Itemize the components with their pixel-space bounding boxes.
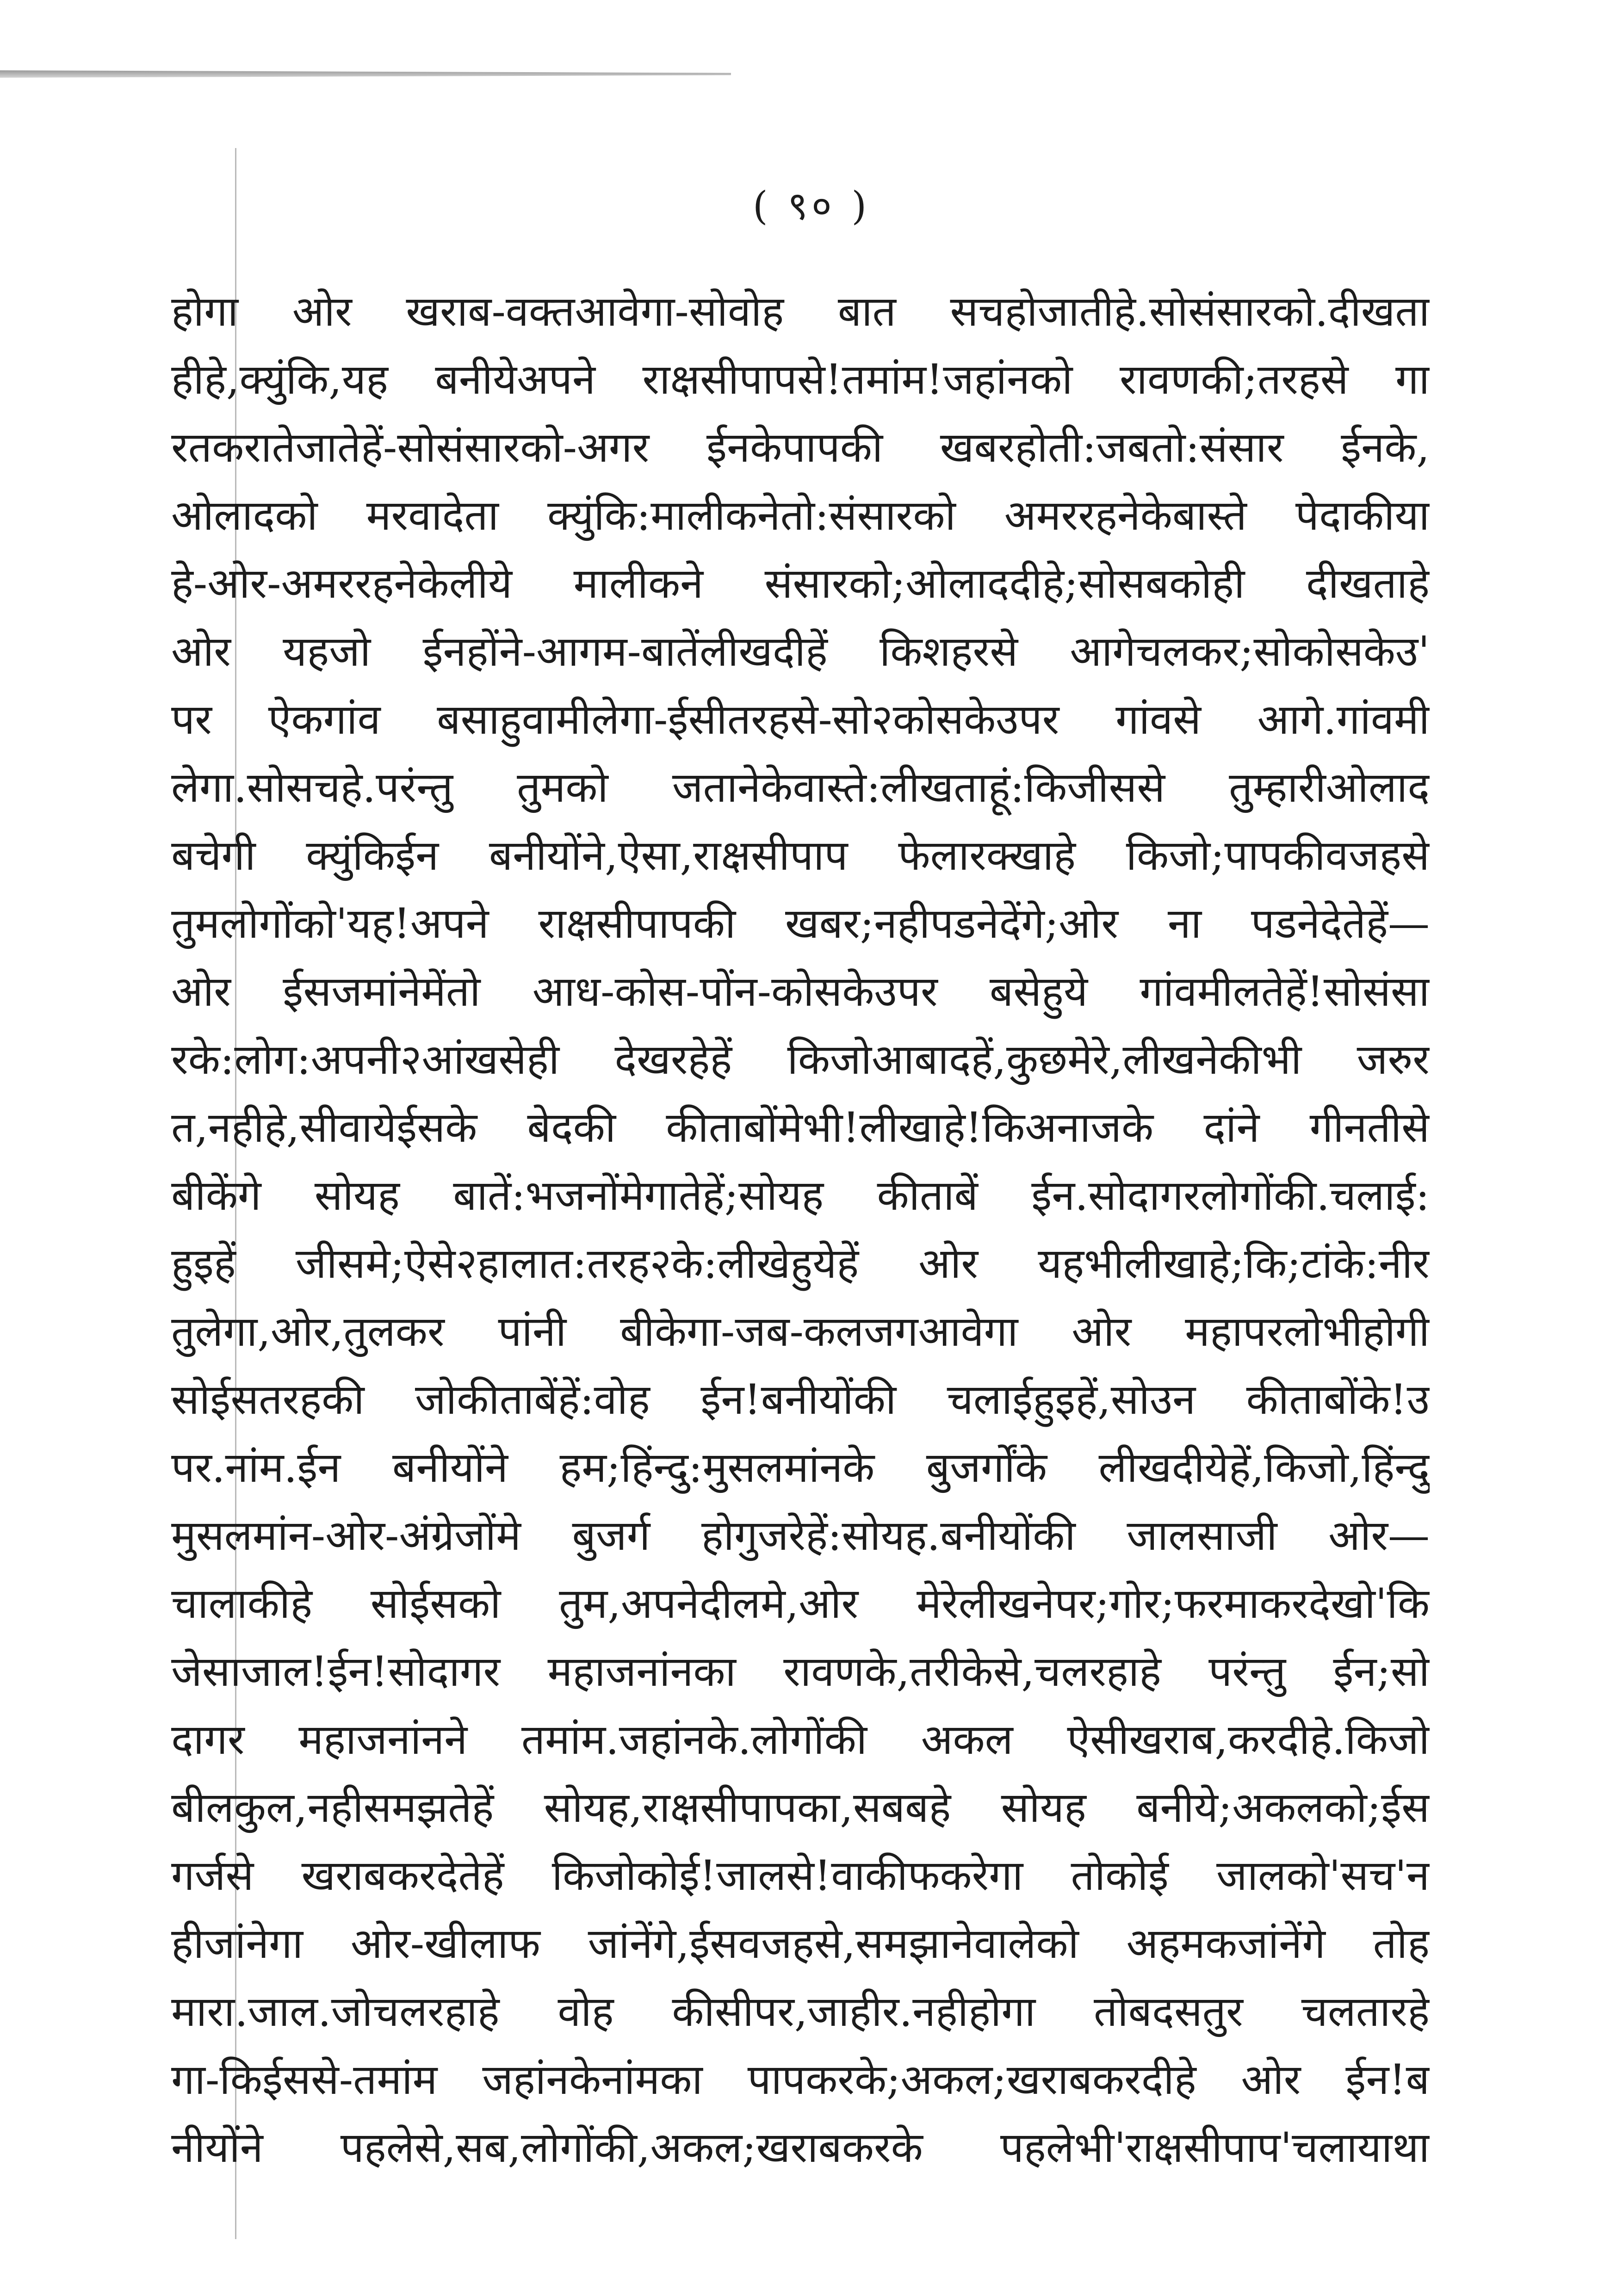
text-line: मुसलमांन-ओर-अंग्रेजोंमे बुजर्ग होगुजरेहें:सोयह.बनीयोंकी जालसाजी ओर— [171, 1511, 1430, 1560]
text-line: ओलादको मरवादेता क्युंकि:मालीकनेतो:संसारको अमररहनेकेबास्ते पेदाकीया [171, 491, 1430, 540]
text-line: हुइहें जीसमे;ऐसे२हालात:तरह२के:लीखेहुयेहें ओर यहभीलीखाहे;कि;टांके:नीर [171, 1239, 1430, 1288]
text-line: पर.नांम.ईन बनीयोंने हम;हिंन्दु:मुसलमांनके बुजर्गोंके लीखदीयेहें,किजो,हिंन्दु [171, 1443, 1430, 1492]
text-line: हे-ओर-अमररहनेकेलीये मालीकने संसारको;ओलाददीहे;सोसबकोही दीखताहे [171, 559, 1430, 608]
text-line: जेसाजाल!ईन!सोदागर महाजनांनका रावणके,तरीकेसे,चलरहाहे परंन्तु ईन;सो [171, 1647, 1430, 1696]
text-line: त,नहीहे,सीवायेईसके बेदकी कीताबोंमेभी!लीखाहे!किअनाजके दांने गीनतीसे [171, 1103, 1430, 1152]
text-line: पर ऐकगांव बसाहुवामीलेगा-ईसीतरहसे-सो२कोसकेउपर गांवसे आगे.गांवमी [171, 695, 1430, 744]
text-line: नीयोंने पहलेसे,सब,लोगोंकी,अकल;खराबकरके पहलेभी'राक्षसीपाप'चलायाथा [171, 2123, 1430, 2172]
text-line: लेगा.सोसचहे.परंन्तु तुमको जतानेकेवास्ते:लीखताहूं:किजीससे तुम्हारीओलाद [171, 763, 1430, 812]
text-line: मारा.जाल.जोचलरहाहे वोह कीसीपर,जाहीर.नहीहोगा तोबदसतुर चलतारहे [171, 1987, 1430, 2036]
text-line: गा-किईससे-तमांम जहांनकेनांमका पापकरके;अकल;खराबकरदीहे ओर ईन!ब [171, 2055, 1430, 2104]
text-line: हीहे,क्युंकि,यह बनीयेअपने राक्षसीपापसे!तमांम!जहांनको रावणकी;तरहसे गा [171, 355, 1430, 404]
text-line: तुमलोगोंको'यह!अपने राक्षसीपापकी खबर;नहीपडनेदेंगे;ओर ना पडनेदेतेहें— [171, 899, 1430, 948]
page-number: ( ९० ) [752, 183, 871, 229]
text-line: बचेगी क्युंकिईन बनीयोंने,ऐसा,राक्षसीपाप फेलारक्खाहे किजो;पापकीवजहसे [171, 831, 1430, 880]
text-line: सोईसतरहकी जोकीताबेंहें:वोह ईन!बनीयोंकी चलाईहुइहें,सोउन कीताबोंके!उ [171, 1375, 1430, 1424]
text-line: ओर यहजो ईनहोंने-आगम-बातेंलीखदीहें किशहरसे आगेचलकर;सोकोसकेउ' [171, 627, 1430, 676]
scan-edge-rule [0, 70, 731, 78]
text-line: होगा ओर खराब-वक्तआवेगा-सोवोह बात सचहोजातीहे.सोसंसारको.दीखता [171, 287, 1430, 336]
text-line: दागर महाजनांनने तमांम.जहांनके.लोगोंकी अकल ऐसीखराब,करदीहे.किजो [171, 1715, 1430, 1764]
text-line: तुलेगा,ओर,तुलकर पांनी बीकेगा-जब-कलजगआवेगा ओर महापरलोभीहोगी [171, 1307, 1430, 1356]
text-line: रके:लोग:अपनी२आंखसेही देखरहेहें किजोआबादहें,कुछमेरे,लीखनेकीभी जरुर [171, 1035, 1430, 1084]
text-line: बीलकुल,नहीसमझतेहें सोयह,राक्षसीपापका,सबबहे सोयह बनीये;अकलको;ईस [171, 1783, 1430, 1832]
text-line: रतकरातेजातेहें-सोसंसारको-अगर ईनकेपापकी खबरहोती:जबतो:संसार ईनके, [171, 423, 1430, 472]
text-line: हीजांनेगा ओर-खीलाफ जांनेंगे,ईसवजहसे,समझानेवालेको अहमकजांनेंगे तोह [171, 1919, 1430, 1968]
text-line: बीकेंगे सोयह बातें:भजनोंमेगातेहें;सोयह कीताबें ईन.सोदागरलोगोंकी.चलाई: [171, 1171, 1430, 1220]
text-line: ओर ईसजमांनेमेंतो आध-कोस-पोंन-कोसकेउपर बसेहुये गांवमीलतेहें!सोसंसा [171, 967, 1430, 1016]
text-line: गर्जसे खराबकरदेतेहें किजोकोई!जालसे!वाकीफकरेगा तोकोई जालको'सच'न [171, 1851, 1430, 1900]
text-line: चालाकीहे सोईसको तुम,अपनेदीलमे,ओर मेरेलीखनेपर;गोर;फरमाकरदेखो'कि [171, 1579, 1430, 1628]
page-body-text [171, 278, 1430, 2182]
